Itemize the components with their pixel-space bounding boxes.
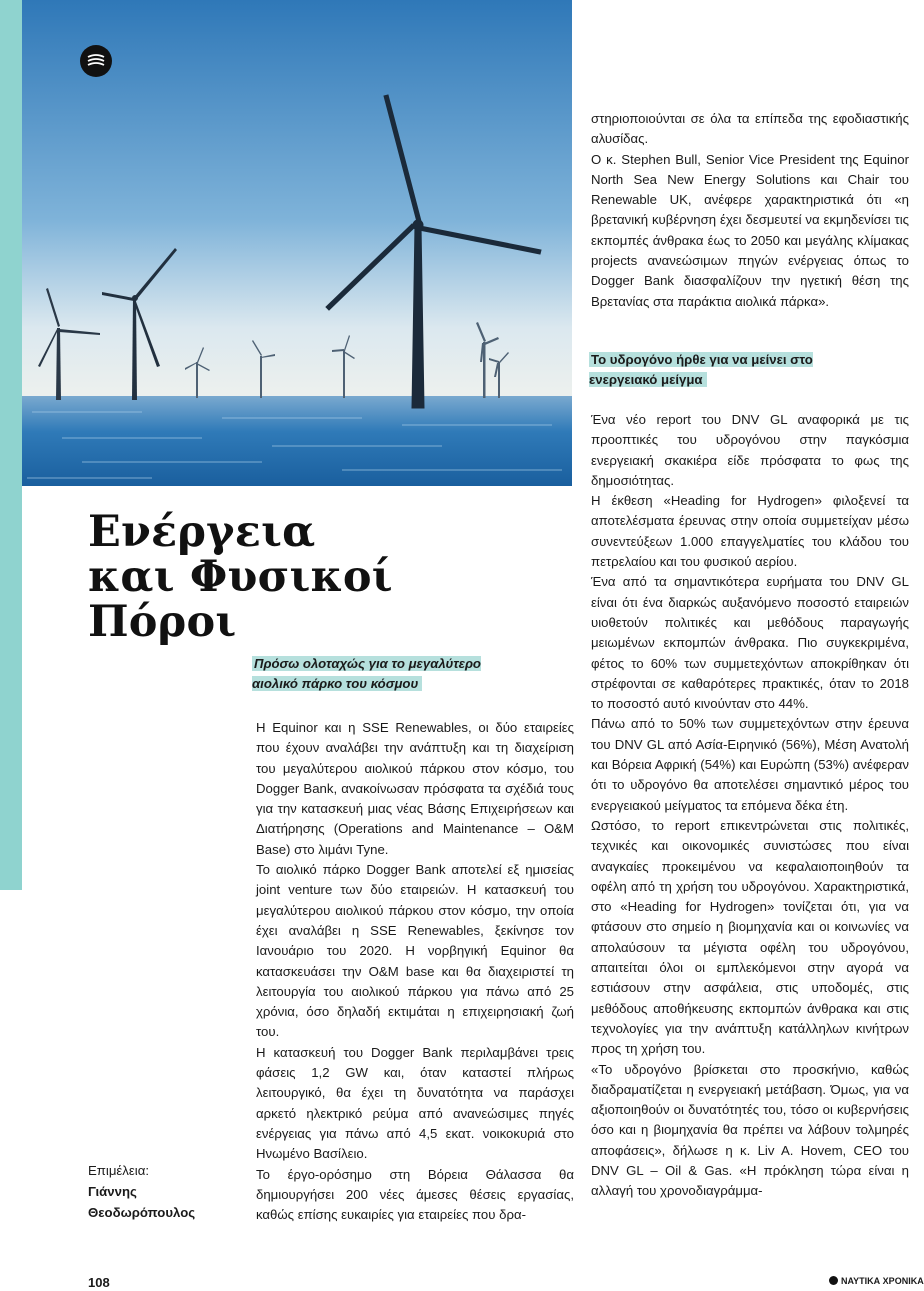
author-last-name: Θεοδωρόπουλος: [88, 1205, 196, 1220]
subheading-wind-park: [252, 654, 522, 694]
paragraph: «Το υδρογόνο βρίσκεται στο προσκήνιο, καθώς διαδραματίζεται η ενεργειακή μετάβαση. Όμως, για να αξιοποιηθούν οι δυνατότητές του, τόσο οι κυβερνήσεις όσο και η βιομηχανία θα πρέπει να λάβουν τολμηρές αποφάσεις», δήλωσε η κ. Liv A. Hovem, CEO του DNV GL – Oil & Gas. «Η πρόκληση τώρα είναι η αλλαγή του χρονοδιαγράμμα-: [591, 1061, 909, 1199]
brand-name: ΝΑΥΤΙΚΑ ΧΡΟΝΙΚΑ: [841, 1276, 924, 1286]
section-logo-icon: [80, 45, 112, 77]
article-column-middle: [256, 718, 574, 1225]
title-line: Πόροι: [88, 597, 237, 647]
title-line: και Φυσικοί: [88, 552, 393, 602]
paragraph: Ένα από τα σημαντικότερα ευρήματα του DNV GL είναι ότι ένα διαρκώς αυξανόμενο ποσοστό εταιρειών υιοθετούν πολιτικές και μεθόδους παραγωγής μειωμένων εκπομπών άνθρακα. Πιο συγκεκριμένα, φέτος το 60% των συμμετεχόντων αποκρίθηκαν ότι στρέφονται σε καθαρότερες πρακτικές, όταν το 2018 το ποσοστό αυτό κινούνταν στο 44%.: [591, 574, 909, 712]
paragraph: Η έκθεση «Heading for Hydrogen» φιλοξενεί τα αποτελέσματα έρευνας στην οποία συμμετείχαν μέσω συνεντεύξεων 1.000 επαγγελματίες του κλάδου του πετρελαίου και του φυσικού αερίου.: [591, 493, 909, 570]
paragraph: Η Equinor και η SSE Renewables, οι δύο εταιρείες που έχουν αναλάβει την ανάπτυξη και τη διαχείριση του μεγαλύτερου αιολικού πάρκου στον κόσμο, του Dogger Bank, ανακοίνωσαν πρόσφατα τα σχέδιά τους για την κατασκευή μιας νέας Βάσης Επιχειρήσεων και Διατήρησης (Operations and Maintenance – O&M Base) στο λιμάνι Tyne.: [256, 720, 574, 857]
paragraph: στηριοποιούνται σε όλα τα επίπεδα της εφοδιαστικής αλυσίδας.: [591, 111, 909, 147]
paragraph: Η κατασκευή του Dogger Bank περιλαμβάνει τρεις φάσεις 1,2 GW και, όταν καταστεί πλήρως λειτουργικό, θα έχει τη δυνατότητα να παράσχει αρκετό ηλεκτρικό ρεύμα από ανανεώσιμες πηγές ενέργειας για πάνω από 4,5 εκατ. νοικοκυριά στο Ηνωμένο Βασίλειο.: [256, 1044, 574, 1162]
side-accent-bar: [0, 0, 22, 890]
subheading-text: Το υδρογόνο ήρθε για να μείνει στο ενεργειακό μείγμα: [589, 352, 813, 387]
paragraph: Ωστόσο, το report επικεντρώνεται στις πολιτικές, τεχνικές και οικονομικές συνιστώσες που είναι αναγκαίες προκειμένου να κεφαλαιοποιηθούν τα οφέλη από τη χρήση του υδρογόνου. Χαρακτηριστικά, στο «Heading for Hydrogen» τονίζεται ότι, για να φτάσουν στο σημείο η βιομηχανία και οι κοινωνίες να απολαύσουν τα μέγιστα οφέλη του υδρογόνου, απαιτείται όλοι οι εμπλεκόμενοι στην αγορά να εστιάσουν στην ασφάλεια, στις υποδομές, στις μεθόδους αποθήκευσης εκπομπών άνθρακα και στις τεχνολογίες για την ανάπτυξη κατάλληλων κινήτρων προς τη χρήση του.: [591, 817, 909, 1057]
paragraph: Το αιολικό πάρκο Dogger Bank αποτελεί εξ ημισείας joint venture των δύο εταιρειών. Η κατασκευή του μεγαλύτερου αιολικού πάρκου στον κόσμο, την οποία έχει αναλάβει η SSE Renewables, ξεκίνησε τον Ιανουάριο του 2020. Η νορβηγική Equinor θα κατασκευάσει την O&M base και θα διαχειριστεί τη λειτουργία του αιολικού πάρκου για πάνω από 25 χρόνια, όσο δηλαδή εκτιμάται η επιχειρησιακή ζωή του.: [256, 862, 574, 1040]
article-column-right-bottom: [591, 410, 909, 1202]
author-credit: [88, 1160, 195, 1223]
paragraph: Ο κ. Stephen Bull, Senior Vice President της Equinor North Sea New Energy Solutions και Chair του Renewable UK, ανέφερε χαρακτηριστικά ότι «η βρετανική κυβέρνηση έχει δεσμευτεί να εκμηδενίσει τις εκπομπές άνθρακα έως το 2050 και μεγάλης κλίμακας projects ανανεώσιμων πηγών ενέργειας όπως το Dogger Bank διασφαλίζουν την ηγετική θέση της Βρετανίας στα παράκτια αιολικά πάρκα».: [591, 151, 909, 309]
brand-logo-icon: [829, 1276, 838, 1285]
credit-label: Επιμέλεια:: [88, 1163, 149, 1178]
magazine-brand: [829, 1276, 924, 1286]
paragraph: Το έργο-ορόσημο στη Βόρεια Θάλασσα θα δημιουργήσει 200 νέες άμεσες θέσεις εργασίας, καθώς επίσης ευκαιρίες για εταιρείες που δρα-: [256, 1166, 574, 1223]
author-first-name: Γιάννης: [88, 1184, 137, 1199]
title-line: Ενέργεια: [88, 507, 316, 557]
subheading-text: Πρόσω ολοταχώς για το μεγαλύτερο αιολικό πάρκο του κόσμου: [252, 656, 481, 691]
paragraph: Πάνω από το 50% των συμμετεχόντων στην έρευνα του DNV GL από Ασία-Ειρηνικό (56%), Μέση Ανατολή και Βόρεια Αφρική (54%) και Ευρώπη (53%) ανέφεραν ότι το υδρογόνο θα αποτελέσει σημαντικό μέρος του ενεργειακού μείγματος τα επόμενα δέκα έτη.: [591, 716, 909, 813]
page-number: 108: [88, 1275, 110, 1290]
article-column-right-top: [591, 109, 909, 312]
paragraph: Ένα νέο report του DNV GL αναφορικά με τις προοπτικές του υδρογόνου στην παγκόσμια ενεργειακή σκακιέρα είδε πρόσφατα το φως της δημοσιότητας.: [591, 412, 909, 488]
subheading-hydrogen: [589, 350, 849, 390]
section-title: [88, 507, 393, 647]
